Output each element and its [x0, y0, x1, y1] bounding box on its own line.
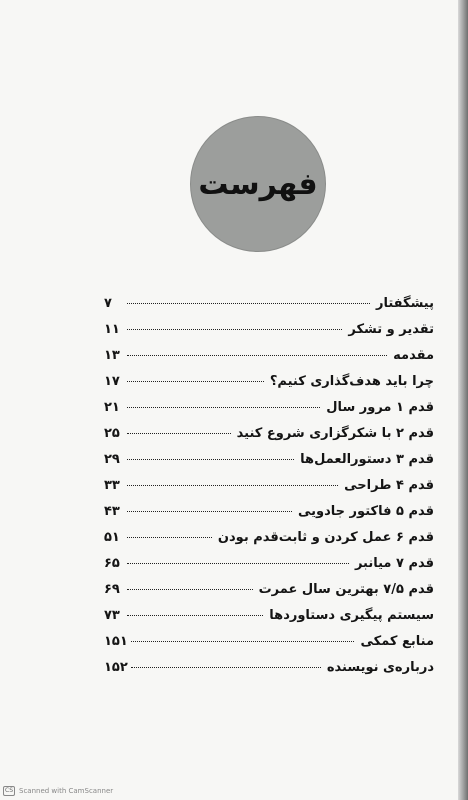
toc-leader-dots [127, 485, 338, 486]
toc-leader-dots [127, 615, 263, 616]
toc-leader-dots [127, 433, 231, 434]
toc-leader-dots [127, 407, 320, 408]
toc-entry-label: درباره‌ی نویسنده [326, 660, 434, 675]
toc-row [104, 608, 434, 634]
toc-entry-label: قدم ۲ با شکرگزاری شروع کنید [236, 426, 434, 441]
toc-row [104, 478, 434, 504]
toc-row [104, 348, 434, 374]
toc-page-number: ۱۱ [104, 322, 120, 337]
toc-entry-label: تقدیر و تشکر [348, 322, 434, 337]
toc-page-number: ۱۵۲ [104, 660, 128, 675]
toc-leader-dots [127, 381, 264, 382]
toc-leader-dots [127, 537, 212, 538]
scanner-watermark [3, 786, 113, 796]
title-circle [190, 116, 326, 252]
toc-page-number: ۶۵ [104, 556, 120, 571]
toc-leader-dots [127, 589, 253, 590]
toc-entry-label: مقدمه [393, 348, 434, 363]
toc-page-number: ۲۱ [104, 400, 120, 415]
watermark-text: Scanned with CamScanner [19, 787, 114, 795]
toc-row [104, 296, 434, 322]
page-title: فهرست [198, 166, 318, 202]
toc-entry-label: قدم ۷ میانبر [354, 556, 434, 571]
toc-page-number: ۴۳ [104, 504, 120, 519]
toc-leader-dots [127, 563, 349, 564]
toc-row [104, 660, 434, 686]
page-edge-shadow [458, 0, 468, 800]
toc-leader-dots [131, 667, 321, 668]
toc-row [104, 530, 434, 556]
toc-page-number: ۱۳ [104, 348, 120, 363]
toc-entry-label: قدم ۵ فاکتور جادویی [298, 504, 434, 519]
toc-row [104, 426, 434, 452]
toc-entry-label: قدم ۳ دستورالعمل‌ها [300, 452, 434, 467]
toc-page-number: ۲۹ [104, 452, 120, 467]
toc-entry-label: قدم ۴ طراحی [344, 478, 434, 493]
toc-row [104, 504, 434, 530]
toc-leader-dots [127, 355, 387, 356]
toc-page-number: ۱۵۱ [104, 634, 128, 649]
toc-page-number: ۶۹ [104, 582, 120, 597]
toc-entry-label: قدم ۱ مرور سال [326, 400, 434, 415]
toc-page-number: ۵۱ [104, 530, 120, 545]
camscanner-logo: CS [5, 787, 13, 794]
toc-entry-label: قدم ۷/۵ بهترین سال عمرت [258, 582, 434, 597]
toc-page-number: ۷ [104, 296, 112, 311]
toc-entry-label: منابع کمکی [360, 634, 434, 649]
toc-leader-dots [127, 511, 292, 512]
toc-page-number: ۲۵ [104, 426, 120, 441]
toc-page-number: ۳۳ [104, 478, 120, 493]
table-of-contents [104, 296, 434, 686]
toc-page-number: ۱۷ [104, 374, 120, 389]
toc-entry-label: چرا باید هدف‌گذاری کنیم؟ [269, 374, 434, 389]
toc-row [104, 400, 434, 426]
toc-entry-label: پیشگفتار [375, 296, 434, 311]
toc-entry-label: سیستم پیگیری دستاوردها [269, 608, 434, 623]
toc-leader-dots [127, 303, 370, 304]
toc-row [104, 582, 434, 608]
toc-row [104, 374, 434, 400]
toc-leader-dots [127, 329, 342, 330]
toc-entry-label: قدم ۶ عمل کردن و ثابت‌قدم بودن [217, 530, 434, 545]
toc-leader-dots [127, 459, 294, 460]
toc-row [104, 322, 434, 348]
toc-row [104, 452, 434, 478]
toc-row [104, 556, 434, 582]
toc-page-number: ۷۳ [104, 608, 120, 623]
toc-leader-dots [131, 641, 355, 642]
toc-row [104, 634, 434, 660]
